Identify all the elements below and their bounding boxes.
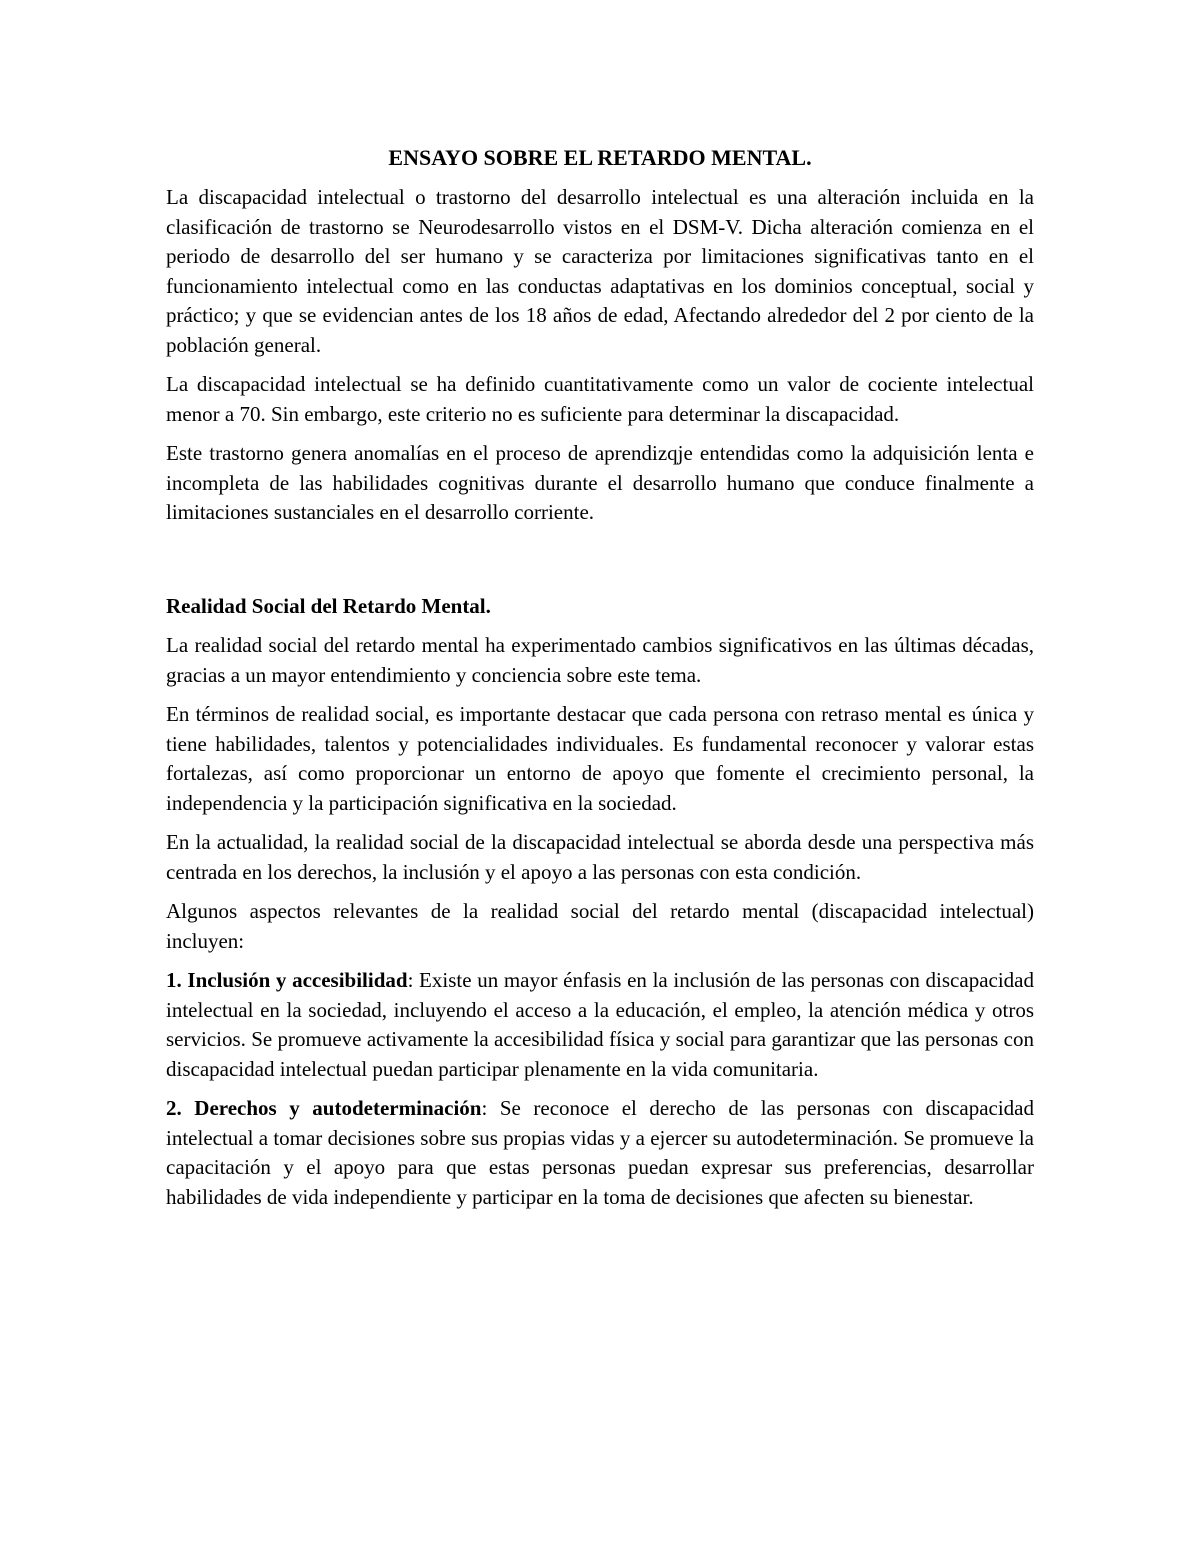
section-heading: Realidad Social del Retardo Mental. [166, 593, 491, 618]
section-paragraph: En la actualidad, la realidad social de la discapacidad intelectual se aborda desde una perspectiva más centrada en los derechos, la inclusión y el apoyo a las personas con esta condición. [166, 830, 1034, 884]
list-item [166, 966, 1034, 1084]
document-title: ENSAYO SOBRE EL RETARDO MENTAL. [388, 145, 812, 170]
list-item-lead: 2. Derechos y autodeterminación [166, 1096, 482, 1120]
intro-paragraph: Este trastorno genera anomalías en el proceso de aprendizqje entendidas como la adquisición lenta e incompleta de las habilidades cognitivas durante el desarrollo humano que conduce finalmente a limitaciones sustanciales en el desarrollo corriente. [166, 441, 1034, 524]
list-item [166, 1094, 1034, 1212]
blank-line [166, 538, 1034, 592]
section-paragraph: En términos de realidad social, es importante destacar que cada persona con retraso mental es única y tiene habilidades, talentos y potencialidades individuales. Es fundamental reconocer y valorar estas fortalezas, así como proporcionar un entorno de apoyo que fomente el crecimiento personal, la independencia y la participación significativa en la sociedad. [166, 702, 1034, 815]
intro-paragraph: La discapacidad intelectual se ha definido cuantitativamente como un valor de cociente intelectual menor a 70. Sin embargo, este criterio no es suficiente para determinar la discapacidad. [166, 372, 1034, 426]
list-item-text: : Se reconoce el derecho de las personas con discapacidad intelectual a tomar decisiones sobre sus propias vidas y a ejercer su autodeterminación. Se promueve la capacitación y el apoyo para que estas personas puedan expresar sus preferencias, desarrollar habilidades de vida independiente y participar en la toma de decisiones que afecten su bienestar. [166, 1096, 1034, 1209]
section-paragraph: La realidad social del retardo mental ha experimentado cambios significativos en las últimas décadas, gracias a un mayor entendimiento y conciencia sobre este tema. [166, 633, 1034, 687]
document-content [166, 143, 1034, 1222]
section-paragraph: Algunos aspectos relevantes de la realidad social del retardo mental (discapacidad intelectual) incluyen: [166, 899, 1034, 953]
list-item-text: : Existe un mayor énfasis en la inclusión de las personas con discapacidad intelectual en la sociedad, incluyendo el acceso a la educación, el empleo, la atención médica y otros servicios. Se promueve activamente la accesibilidad física y social para garantizar que las personas con discapacidad intelectual puedan participar plenamente en la vida comunitaria. [166, 968, 1034, 1081]
intro-paragraph: La discapacidad intelectual o trastorno del desarrollo intelectual es una alteración incluida en la clasificación de trastorno se Neurodesarrollo vistos en el DSM-V. Dicha alteración comienza en el periodo de desarrollo del ser humano y se caracteriza por limitaciones significativas tanto en el funcionamiento intelectual como en las conductas adaptativas en los dominios conceptual, social y práctico; y que se evidencian antes de los 18 años de edad, Afectando alrededor del 2 por ciento de la población general. [166, 185, 1034, 357]
list-item-lead: 1. Inclusión y accesibilidad [166, 968, 408, 992]
